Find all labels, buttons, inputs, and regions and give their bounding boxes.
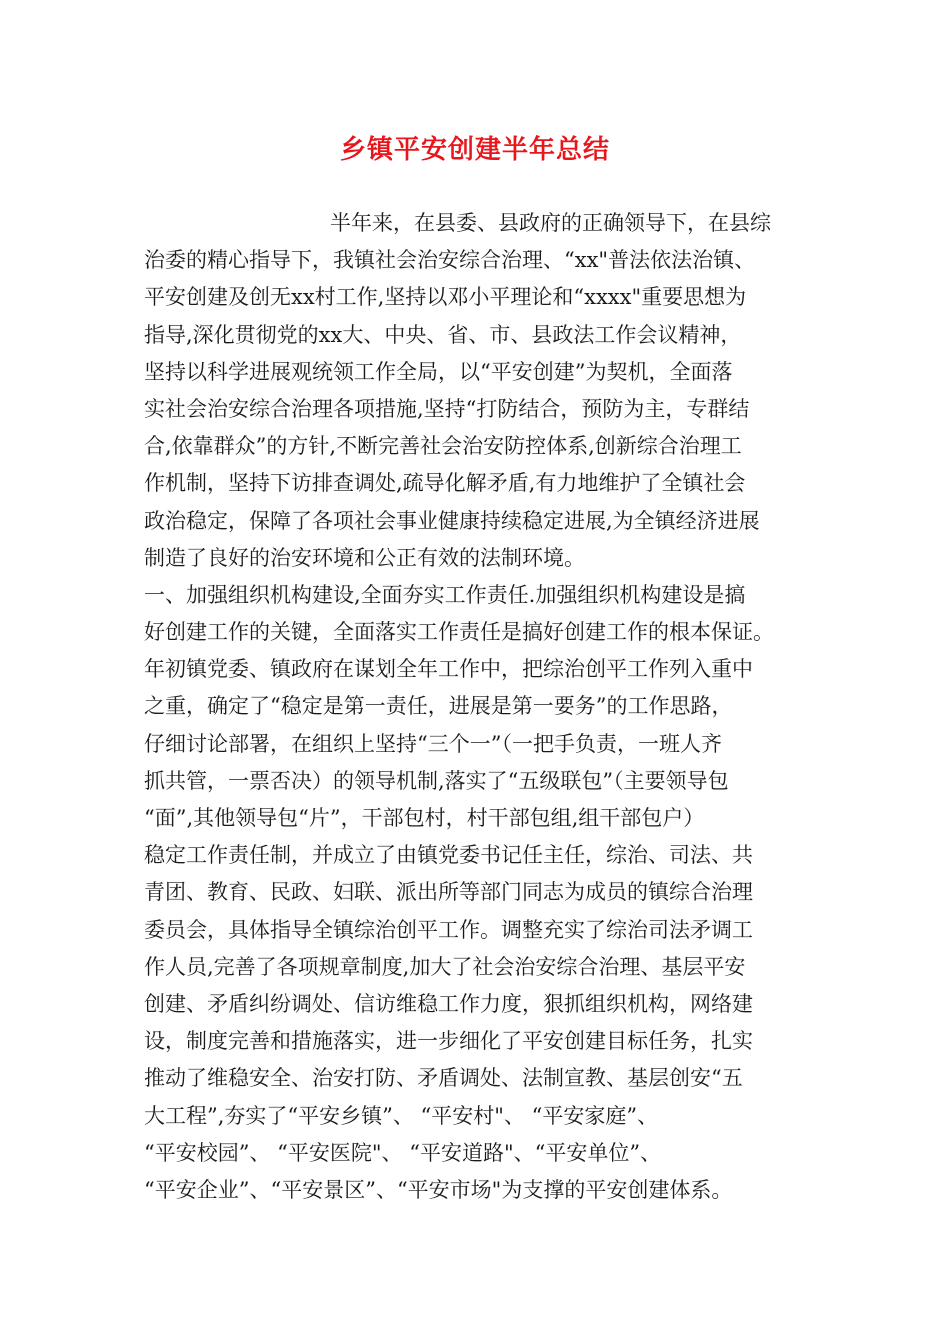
- paragraph-line: 坚持以科学进展观统领工作全局，以“平安创建”为契机，全面落: [144, 359, 733, 384]
- document-title: 乡镇平安创建半年总结: [339, 135, 610, 165]
- paragraph-line: 平安创建及创无xx村工作,坚持以邓小平理论和“xxxx"重要思想为: [144, 285, 747, 310]
- paragraph-line: “平安校园”、 “平安医院"、 “平安道路"、“平安单位”、: [144, 1140, 662, 1165]
- paragraph-line: 之重，确定了“稳定是第一责任，进展是第一要务”的工作思路，: [144, 694, 733, 719]
- paragraph-line: 推动了维稳安全、治安打防、矛盾调处、法制宣教、基层创安“五: [144, 1066, 743, 1091]
- paragraph-line: 政治稳定，保障了各项社会事业健康持续稳定进展,为全镇经济进展: [144, 508, 760, 533]
- paragraph-line: 仔细讨论部署，在组织上坚持“三个一”（一把手负责，一班人齐: [144, 731, 722, 756]
- paragraph-line: 创建、矛盾纠纷调处、信访维稳工作力度，狠抓组织机构，网络建: [144, 991, 753, 1016]
- paragraph-line: 抓共管，一票否决）的领导机制,落实了“五级联包”（主要领导包: [144, 768, 729, 793]
- paragraph-line: 治委的精心指导下，我镇社会治安综合治理、“xx"普法依法治镇、: [144, 248, 756, 273]
- paragraph-line: “面”,其他领导包“片”，干部包村，村干部包组,组干部包户）: [144, 806, 705, 830]
- paragraph-line: 设，制度完善和措施落实，进一步细化了平安创建目标任务，扎实: [144, 1029, 753, 1054]
- paragraph-line: 青团、教育、民政、妇联、派出所等部门同志为成员的镇综合治理: [144, 880, 753, 905]
- paragraph-line: 一、加强组织机构建设,全面夯实工作责任.加强组织机构建设是搞: [144, 582, 746, 607]
- paragraph-line: 实社会治安综合治理各项措施,坚持“打防结合，预防为主，专群结: [144, 396, 750, 421]
- paragraph-line: 指导,深化贯彻党的xx大、中央、省、市、县政法工作会议精神，: [144, 322, 742, 347]
- paragraph-line: 制造了良好的治安环境和公正有效的法制环境。: [144, 545, 585, 570]
- document-body: [144, 205, 824, 1209]
- paragraph-line: 大工程”,夯实了“平安乡镇”、 “平安村"、 “平安家庭”、: [144, 1103, 659, 1128]
- paragraph-line: 合,依靠群众”的方针,不断完善社会治安防控体系,创新综合治理工: [144, 434, 742, 459]
- paragraph-line: 委员会，具体指导全镇综治创平工作。调整充实了综治司法矛调工: [144, 917, 753, 942]
- paragraph-line: 作人员,完善了各项规章制度,加大了社会治安综合治理、基层平安: [144, 954, 746, 979]
- paragraph-line: 年初镇党委、镇政府在谋划全年工作中，把综治创平工作列入重中: [144, 657, 753, 682]
- paragraph-line: 半年来，在县委、县政府的正确领导下，在县综: [330, 211, 771, 235]
- paragraph-line: “平安企业”、“平安景区”、“平安市场"为支撑的平安创建体系。: [144, 1177, 733, 1202]
- paragraph-line: 稳定工作责任制，并成立了由镇党委书记任主任，综治、司法、共: [144, 843, 753, 868]
- paragraph-line: 作机制，坚持下访排查调处,疏导化解矛盾,有力地维护了全镇社会: [144, 471, 746, 496]
- paragraph-line: 好创建工作的关键，全面落实工作责任是搞好创建工作的根本保证。: [144, 620, 774, 645]
